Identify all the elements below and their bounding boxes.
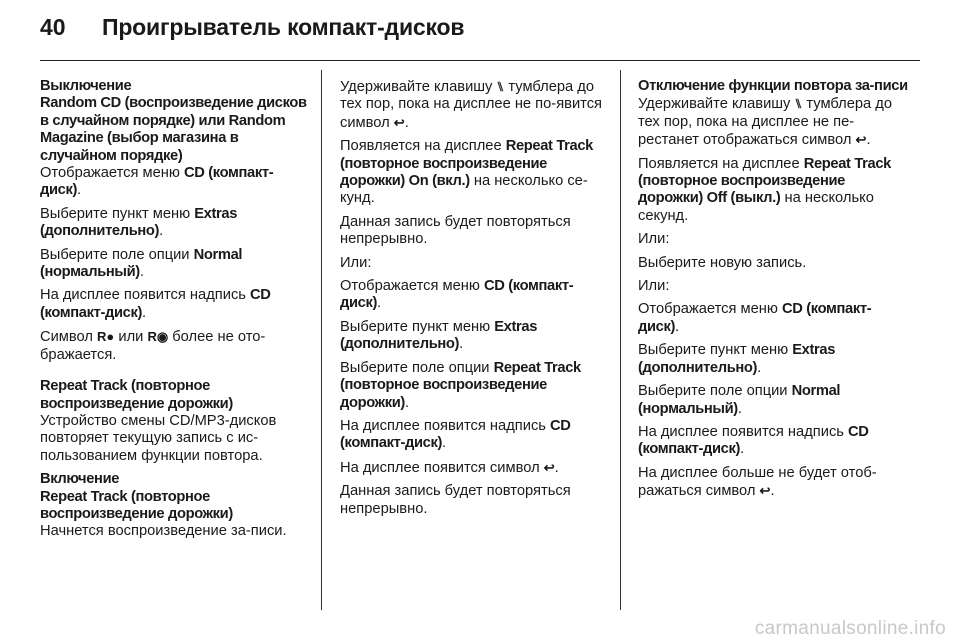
menu-term: Normal (нормальный) [40, 246, 243, 281]
toggle-key-icon: ⑊ [794, 96, 803, 112]
text: . [459, 336, 464, 353]
menu-term: Repeat Track (повторное воспроизведение дорожки) [340, 359, 581, 411]
menu-term: CD (компакт-диск) [638, 301, 872, 335]
text: На дисплее появится надпись [40, 287, 251, 304]
text: Отображается меню [340, 278, 484, 295]
paragraph [40, 206, 308, 241]
paragraph [340, 319, 612, 354]
text: Выберите поле опции [40, 246, 194, 263]
text: На дисплее появится символ [340, 459, 544, 476]
text: На дисплее появится надпись [638, 423, 849, 440]
column-divider-2 [620, 70, 621, 610]
text: . [866, 132, 871, 149]
paragraph: Данная запись будет повторяться непрерывно. [340, 483, 571, 517]
paragraph: Или: [638, 231, 670, 248]
text: более не ото-бражается. [40, 329, 266, 363]
text: на несколько секунд. [638, 190, 874, 224]
page-number: 40 [40, 14, 66, 40]
paragraph: Или: [340, 254, 372, 271]
text: . [737, 400, 742, 417]
text: Выберите пункт меню [340, 318, 495, 335]
menu-term: CD (компакт-диск) [40, 165, 274, 199]
paragraph [40, 328, 308, 364]
paragraph [340, 78, 612, 132]
text: . [377, 295, 382, 312]
watermark: carmanualsonline.info [754, 618, 946, 639]
menu-term: Extras (дополнительно) [40, 205, 238, 240]
text: . [770, 483, 775, 500]
heading-repeat-track: Repeat Track (повторное воспроизведение дорожки) [40, 378, 233, 412]
paragraph [340, 459, 612, 477]
paragraph [638, 424, 910, 459]
text: . [675, 318, 680, 335]
menu-term: CD (компакт-диск) [40, 287, 271, 321]
paragraph [340, 360, 612, 412]
heading-repeat-track-2: Repeat Track (повторное воспроизведение дорожки) [40, 488, 233, 522]
text: Отображается меню [40, 165, 184, 182]
text: На дисплее появится надпись [340, 417, 551, 434]
text: Выберите пункт меню [40, 205, 195, 222]
text: Появляется на дисплее [340, 138, 506, 155]
heading-random: Random CD (воспроизведение дисков в случайном порядке) или Random Magazine (выбор магазина в случайном порядке) [40, 95, 307, 164]
paragraph: Данная запись будет повторяться непрерывно. [340, 213, 571, 248]
text: Выберите поле опции [340, 359, 494, 376]
paragraph [638, 301, 910, 336]
text: или [114, 329, 148, 346]
repeat-icon: ↩ [393, 114, 405, 130]
text: Удерживайте клавишу [340, 79, 497, 95]
menu-term: CD (компакт-диск) [340, 417, 571, 452]
column-1 [40, 78, 308, 547]
text: . [159, 223, 164, 240]
menu-term: CD (компакт-диск) [340, 278, 574, 312]
repeat-icon: ↩ [543, 459, 555, 475]
text: . [740, 441, 745, 458]
text: . [404, 394, 410, 411]
repeat-icon: ↩ [759, 483, 771, 499]
toggle-key-icon: ⑊ [496, 79, 505, 94]
text: Появляется на дисплее [638, 155, 804, 172]
paragraph: Устройство смены CD/MP3-дисков повторяет текущую запись с ис-пользованием функции повтора. [40, 412, 277, 464]
menu-term: Repeat Track (повторное воспроизведение дорожки) On (вкл.) [340, 138, 593, 190]
text: . [77, 182, 82, 199]
text: . [757, 359, 762, 376]
paragraph: Или: [638, 278, 670, 295]
menu-term: Extras (дополнительно) [340, 318, 538, 353]
paragraph [340, 278, 612, 313]
paragraph: Выберите новую запись. [638, 254, 807, 271]
paragraph [40, 247, 308, 282]
column-2 [340, 78, 612, 524]
text: Отображается меню [638, 301, 782, 318]
header-divider [40, 60, 920, 61]
text: тумблера до тех пор, пока на дисплее не пе-рестанет отображаться символ [638, 96, 893, 149]
menu-term: Extras (дополнительно) [638, 342, 836, 376]
text: На дисплее больше не будет отоб-ражаться символ [638, 464, 877, 500]
column-3 [638, 78, 910, 507]
random-magazine-icon: R◉ [147, 329, 169, 345]
paragraph [638, 342, 910, 377]
text: Выберите поле опции [638, 383, 792, 400]
text: . [404, 114, 409, 131]
paragraph [40, 287, 308, 322]
text: тумблера до тех пор, пока на дисплее не по-явится символ [340, 79, 603, 131]
text: . [554, 459, 559, 476]
text: Выберите пункт меню [638, 342, 793, 359]
text: . [142, 304, 147, 321]
paragraph [638, 95, 910, 149]
paragraph [638, 465, 910, 501]
paragraph [638, 383, 910, 418]
text: Удерживайте клавишу [638, 96, 795, 113]
heading-repeat-off: Отключение функции повтора за-писи [638, 78, 908, 94]
heading-off: Выключение [40, 78, 132, 94]
paragraph [340, 418, 612, 453]
text: . [442, 435, 447, 452]
page-header [40, 14, 920, 54]
menu-term: Repeat Track (повторное воспроизведение дорожки) Off (выкл.) [638, 155, 891, 207]
paragraph [340, 138, 612, 208]
paragraph [40, 165, 308, 200]
repeat-icon: ↩ [855, 132, 867, 148]
column-divider-1 [321, 70, 322, 610]
text: Символ [40, 329, 98, 346]
page-title: Проигрыватель компакт-дисков [102, 14, 465, 40]
paragraph: Начнется воспроизведение за-писи. [40, 523, 287, 540]
random-cd-icon: R● [97, 329, 115, 345]
menu-term: CD (компакт-диск) [638, 423, 869, 458]
menu-term: Normal (нормальный) [638, 383, 841, 417]
paragraph [638, 156, 910, 226]
heading-on: Включение [40, 471, 120, 488]
text: . [139, 264, 144, 281]
text: на несколько се-кунд. [340, 173, 588, 207]
